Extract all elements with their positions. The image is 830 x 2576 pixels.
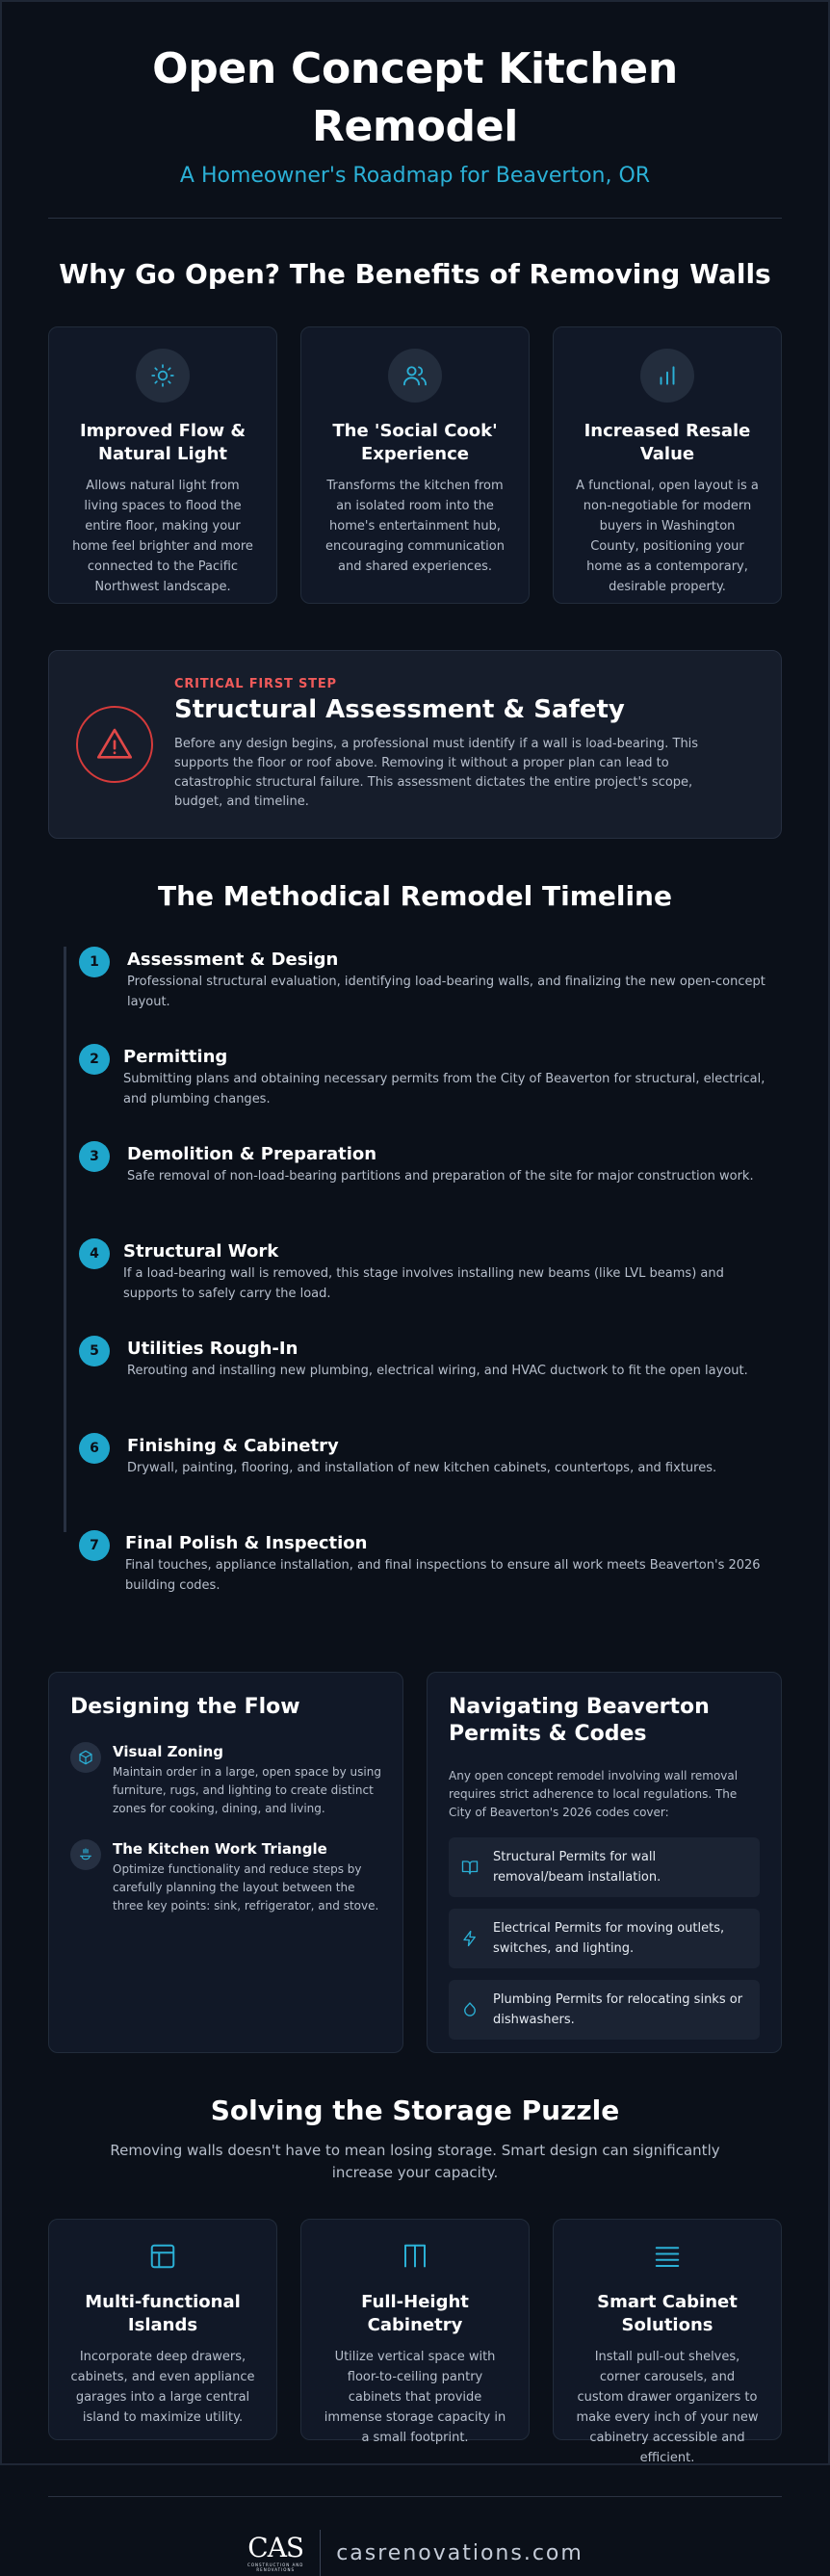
benefit-text: Transforms the kitchen from an isolated room into the home's entertainment hub, encouraging communication and shared experiences. (325, 479, 505, 574)
design-item-text: Maintain order in a large, open space by using furniture, rugs, and lighting to create distinct zones for cooking, dining, and living. (113, 1765, 381, 1815)
design-item-title: The Kitchen Work Triangle (113, 1840, 327, 1858)
users-icon (388, 349, 442, 403)
step-text: Rerouting and installing new plumbing, electrical wiring, and HVAC ductwork to fit the open layout. (127, 1364, 748, 1378)
header (48, 2, 782, 191)
storage-card-title: Smart Cabinet Solutions (597, 2292, 738, 2335)
storage-card-cabinetry (300, 2219, 530, 2445)
step-text: Submitting plans and obtaining necessary permits from the City of Beaverton for structural, electrical, and plumbing changes. (123, 1072, 765, 1106)
cooking-icon (70, 1839, 101, 1870)
storage-card-solutions (553, 2219, 782, 2465)
warning-icon (76, 706, 153, 783)
page-title: Open Concept Kitchen Remodel (152, 44, 678, 151)
step-number: 4 (79, 1238, 110, 1269)
permit-item-plumbing (449, 1980, 760, 2040)
timeline-step (64, 947, 782, 1044)
benefit-card-social (300, 326, 530, 604)
timeline-title: The Methodical Remodel Timeline (158, 880, 672, 912)
benefit-card-light (48, 326, 277, 604)
benefit-card-resale (553, 326, 782, 604)
timeline-step (64, 1433, 782, 1530)
permits-intro: Any open concept remodel involving wall removal requires strict adherence to local regulations. The City of Beaverton's 2026 codes cover: (449, 1769, 739, 1819)
critical-step-callout (48, 650, 782, 839)
benefit-title: Increased Resale Value (584, 421, 751, 464)
benefit-title: Improved Flow & Natural Light (79, 421, 246, 464)
columns-icon (323, 2239, 507, 2274)
benefit-title: The 'Social Cook' Experience (332, 421, 498, 464)
step-title: Structural Work (123, 1241, 279, 1262)
permit-text: Plumbing Permits for relocating sinks or dishwashers. (493, 1992, 743, 2027)
design-item-triangle (70, 1839, 381, 1915)
step-title: Demolition & Preparation (127, 1144, 377, 1164)
design-title: Designing the Flow (70, 1695, 300, 1719)
critical-text: Before any design begins, a professional must identify if a wall is load-bearing. This supports the floor or roof above. Removing it without a proper plan can lead to catastrophic structural failure. This assessment dictates the entire project's scope, budget, and timeline. (174, 737, 699, 809)
footer (48, 2530, 782, 2576)
design-item-zoning (70, 1742, 381, 1818)
droplet-icon (460, 2001, 480, 2018)
step-title: Assessment & Design (127, 950, 339, 970)
page-subtitle: A Homeowner's Roadmap for Beaverton, OR (179, 164, 651, 188)
header-divider (48, 218, 782, 219)
step-number: 5 (79, 1336, 110, 1366)
company-logo (246, 2534, 304, 2572)
benefit-text: Allows natural light from living spaces to flood the entire floor, making your home feel brighter and more connected to the Pacific Northwest landscape. (72, 479, 253, 594)
permit-item-structural (449, 1837, 760, 1897)
design-permits-row (48, 1672, 782, 2053)
storage-card-text: Install pull-out shelves, corner carousels, and custom drawer organizers to make every inch of your new cabinetry accessible and efficient. (576, 2350, 759, 2465)
footer-divider (48, 2496, 782, 2497)
timeline-step (64, 1141, 782, 1238)
storage-title: Solving the Storage Puzzle (210, 2095, 620, 2126)
bar-chart-icon (640, 349, 694, 403)
step-title: Permitting (123, 1047, 228, 1067)
design-item-title: Visual Zoning (113, 1743, 223, 1760)
storage-card-title: Multi-functional Islands (85, 2292, 241, 2335)
design-panel (48, 1672, 403, 2053)
bolt-icon (460, 1930, 480, 1947)
storage-section (48, 2094, 782, 2465)
step-number: 1 (79, 947, 110, 977)
timeline-step (64, 1238, 782, 1336)
timeline-step (64, 1336, 782, 1433)
logo-subtext: CONSTRUCTION AND RENOVATIONS (247, 2563, 304, 2572)
footer-separator (320, 2530, 321, 2576)
step-number: 7 (79, 1530, 110, 1561)
step-title: Finishing & Cabinetry (127, 1436, 339, 1456)
storage-intro: Removing walls doesn't have to mean losing storage. Smart design can significantly increase your capacity. (110, 2142, 720, 2181)
cube-icon (70, 1742, 101, 1773)
step-number: 6 (79, 1433, 110, 1464)
timeline (64, 947, 782, 1627)
critical-title: Structural Assessment & Safety (174, 695, 625, 724)
permits-title: Navigating Beaverton Permits & Codes (449, 1695, 710, 1746)
step-number: 3 (79, 1141, 110, 1172)
book-icon (460, 1859, 480, 1876)
design-item-text: Optimize functionality and reduce steps by carefully planning the layout between the three key points: sink, refrigerator, and stove. (113, 1862, 379, 1912)
benefits-title: Why Go Open? The Benefits of Removing Walls (59, 258, 771, 290)
storage-card-text: Utilize vertical space with floor-to-ceiling pantry cabinets that provide immense storage capacity in a small footprint. (324, 2350, 506, 2445)
storage-card-text: Incorporate deep drawers, cabinets, and even appliance garages into a large central island to maximize utility. (70, 2350, 255, 2425)
step-text: Professional structural evaluation, identifying load-bearing walls, and finalizing the new open-concept layout. (127, 975, 765, 1009)
timeline-section (48, 879, 782, 1627)
list-icon (575, 2239, 760, 2274)
step-title: Final Polish & Inspection (125, 1533, 368, 1553)
step-title: Utilities Rough-In (127, 1339, 298, 1359)
benefit-text: A functional, open layout is a non-negotiable for modern buyers in Washington County, positioning your home as a contemporary, desirable property. (576, 479, 759, 594)
sun-icon (136, 349, 190, 403)
critical-tag: CRITICAL FIRST STEP (174, 677, 337, 691)
permits-panel (427, 1672, 782, 2053)
step-text: If a load-bearing wall is removed, this stage involves installing new beams (like LVL beams) and supports to safely carry the load. (123, 1266, 724, 1301)
step-number: 2 (79, 1044, 110, 1075)
step-text: Safe removal of non-load-bearing partitions and preparation of the site for major construction work. (127, 1169, 754, 1184)
benefits-section (48, 257, 782, 604)
step-text: Final touches, appliance installation, and final inspections to ensure all work meets Beaverton's 2026 building codes. (125, 1558, 761, 1593)
permit-item-electrical (449, 1909, 760, 1968)
layout-icon (70, 2239, 255, 2274)
step-text: Drywall, painting, flooring, and installation of new kitchen cabinets, countertops, and fixtures. (127, 1461, 717, 1475)
permit-text: Structural Permits for wall removal/beam installation. (493, 1850, 661, 1885)
timeline-step (64, 1530, 782, 1627)
permit-text: Electrical Permits for moving outlets, switches, and lighting. (493, 1921, 725, 1956)
timeline-step (64, 1044, 782, 1141)
website-link[interactable]: casrenovations.com (336, 2540, 584, 2565)
logo-mark: CAS (247, 2532, 304, 2563)
storage-card-islands (48, 2219, 277, 2440)
storage-card-title: Full-Height Cabinetry (361, 2292, 469, 2335)
